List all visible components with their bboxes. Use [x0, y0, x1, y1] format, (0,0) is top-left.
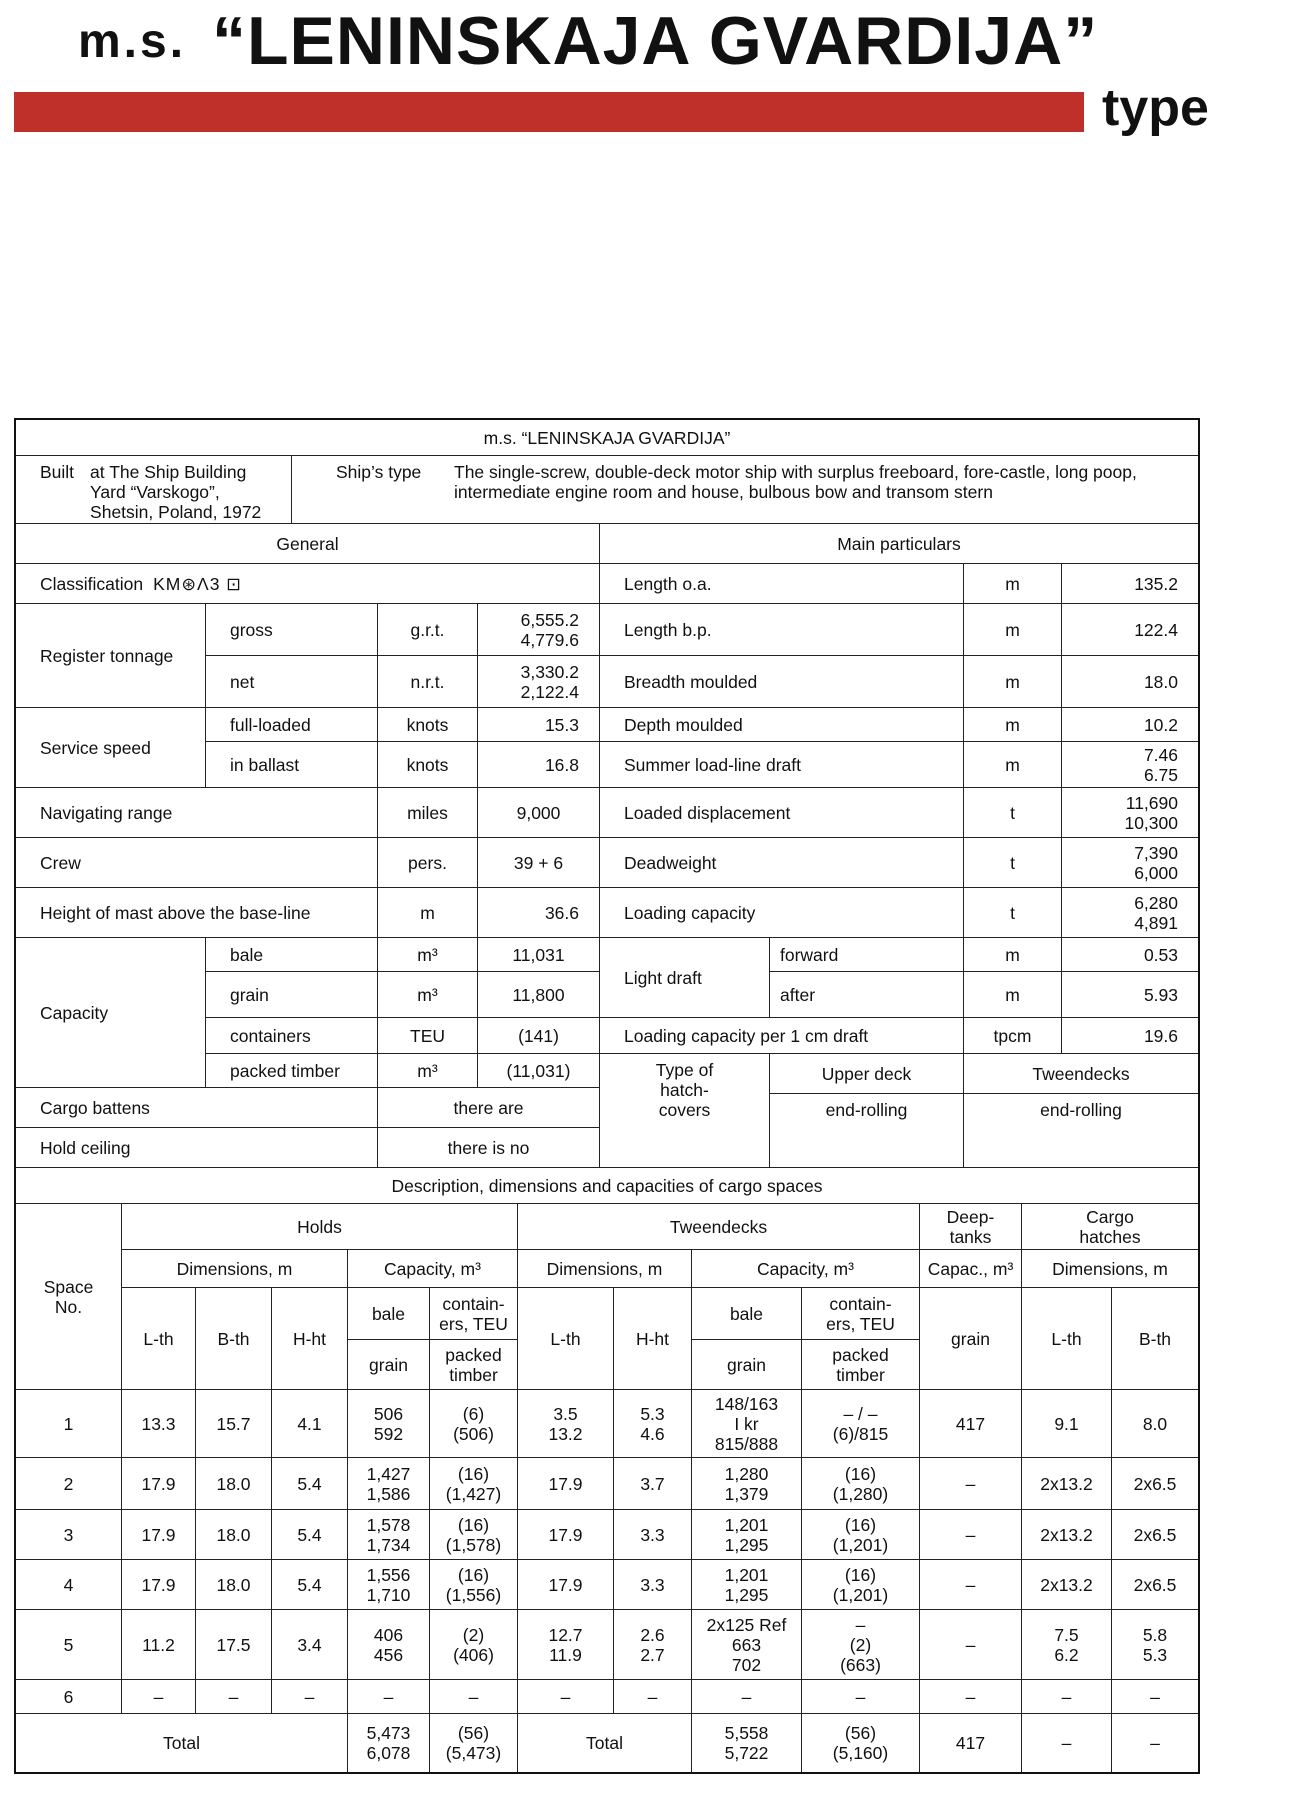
deeptanks-grain-1: 417 [920, 1390, 1022, 1458]
holds-height-1: 4.1 [272, 1390, 348, 1458]
light-draft-after-label: after [770, 972, 964, 1018]
deeptanks-grain-5: – [920, 1610, 1022, 1680]
deeptanks-grain-3: – [920, 1510, 1022, 1560]
holds-length-header: L-th [122, 1288, 196, 1390]
light-draft-forward-label: forward [770, 938, 964, 972]
classification-value: KM⊛Λ3 ⊡ [153, 573, 242, 594]
length-bp-unit: m [964, 604, 1062, 656]
ships-type-cell [292, 456, 1198, 524]
loading-capacity-value: 6,280 4,891 [1062, 888, 1198, 938]
hatch-length-1: 9.1 [1022, 1390, 1112, 1458]
light-draft-after-value: 5.93 [1062, 972, 1198, 1018]
holds-breadth-2: 18.0 [196, 1458, 272, 1510]
hatches-total-length: – [1022, 1714, 1112, 1772]
tween-containers-3: (16) (1,201) [802, 1510, 920, 1560]
holds-bale-header: bale [348, 1288, 430, 1340]
mast-height-label: Height of mast above the base-line [16, 888, 378, 938]
gross-value: 6,555.2 4,779.6 [478, 604, 600, 656]
hold-ceiling-value: there is no [378, 1128, 600, 1168]
per-cm-draft-value: 19.6 [1062, 1018, 1198, 1054]
holds-containers-2: (16) (1,427) [430, 1458, 518, 1510]
main-particulars-header: Main particulars [600, 524, 1198, 564]
tween-capacity-5: 2x125 Ref 663 702 [692, 1610, 802, 1680]
mast-height-unit: m [378, 888, 478, 938]
tween-containers-1: – / – (6)/815 [802, 1390, 920, 1458]
holds-containers-1: (6) (506) [430, 1390, 518, 1458]
net-value: 3,330.2 2,122.4 [478, 656, 600, 708]
tween-height-header: H-ht [614, 1288, 692, 1390]
holds-containers-header: contain- ers, TEU [430, 1288, 518, 1340]
tween-length-2: 17.9 [518, 1458, 614, 1510]
hatches-breadth-header: B-th [1112, 1288, 1198, 1390]
deeptanks-grain-2: – [920, 1458, 1022, 1510]
navigating-range-label: Navigating range [16, 788, 378, 838]
length-oa-unit: m [964, 564, 1062, 604]
hatch-length-4: 2x13.2 [1022, 1560, 1112, 1610]
tween-containers-header: contain- ers, TEU [802, 1288, 920, 1340]
in-ballast-value: 16.8 [478, 742, 600, 788]
holds-length-5: 11.2 [122, 1610, 196, 1680]
capacity-grain-value: 11,800 [478, 972, 600, 1018]
space-no-5: 5 [16, 1610, 122, 1680]
net-label: net [206, 656, 378, 708]
capacity-containers-unit: TEU [378, 1018, 478, 1054]
tween-length-3: 17.9 [518, 1510, 614, 1560]
hatch-covers-label: Type of hatch- covers [600, 1054, 770, 1168]
tween-height-1: 5.3 4.6 [614, 1390, 692, 1458]
tweendecks-cargo-header: Tweendecks [518, 1204, 920, 1250]
capacity-grain-label: grain [206, 972, 378, 1018]
ship-name-title: “LENINSKAJA GVARDIJA” [212, 3, 1099, 79]
in-ballast-label: in ballast [206, 742, 378, 788]
built-text: at The Ship Building Yard “Varskogo”, Shetsin, Poland, 1972 [90, 462, 262, 522]
holds-total-label: Total [16, 1714, 348, 1772]
classification-label: Classification [40, 573, 144, 594]
mast-height-value: 36.6 [478, 888, 600, 938]
crew-value: 39 + 6 [478, 838, 600, 888]
holds-containers-6: – [430, 1680, 518, 1714]
hatches-total-breadth: – [1150, 1733, 1160, 1753]
upper-deck-header: Upper deck [770, 1054, 964, 1094]
light-draft-forward-value: 0.53 [1062, 938, 1198, 972]
summer-draft-label: Summer load-line draft [600, 742, 964, 788]
tween-capacity-header: Capacity, m³ [692, 1250, 920, 1288]
built-label: Built [40, 462, 75, 482]
holds-containers-3: (16) (1,578) [430, 1510, 518, 1560]
light-draft-after-unit: m [964, 972, 1062, 1018]
hatches-length-header: L-th [1022, 1288, 1112, 1390]
tween-height-3: 3.3 [614, 1510, 692, 1560]
hatch-length-5: 7.5 6.2 [1022, 1610, 1112, 1680]
capacity-packed-timber-unit: m³ [378, 1054, 478, 1088]
holds-height-4: 5.4 [272, 1560, 348, 1610]
holds-capacity-5: 406 456 [348, 1610, 430, 1680]
holds-grain-header: grain [348, 1340, 430, 1390]
holds-height-2: 5.4 [272, 1458, 348, 1510]
tween-length-4: 17.9 [518, 1560, 614, 1610]
gross-label: gross [206, 604, 378, 656]
hatch-length-2: 2x13.2 [1022, 1458, 1112, 1510]
loaded-displacement-label: Loaded displacement [600, 788, 964, 838]
deeptanks-grain-header: grain [920, 1288, 1022, 1390]
built-cell [16, 456, 292, 524]
crew-unit: pers. [378, 838, 478, 888]
holds-length-3: 17.9 [122, 1510, 196, 1560]
holds-timber-header: packed timber [430, 1340, 518, 1390]
net-unit: n.r.t. [378, 656, 478, 708]
depth-moulded-unit: m [964, 708, 1062, 742]
tween-height-6: – [614, 1680, 692, 1714]
holds-breadth-header: B-th [196, 1288, 272, 1390]
summer-draft-unit: m [964, 742, 1062, 788]
holds-total-containers: (56) (5,473) [430, 1714, 518, 1772]
sheet-title: m.s. “LENINSKAJA GVARDIJA” [16, 420, 1198, 456]
holds-breadth-3: 18.0 [196, 1510, 272, 1560]
hatch-breadth-2: 2x6.5 [1112, 1458, 1198, 1510]
holds-dimensions-header: Dimensions, m [122, 1250, 348, 1288]
capacity-containers-value: (141) [478, 1018, 600, 1054]
deadweight-unit: t [964, 838, 1062, 888]
cargo-spaces-title: Description, dimensions and capacities of cargo spaces [16, 1168, 1198, 1204]
tween-length-1: 3.5 13.2 [518, 1390, 614, 1458]
type-word: type [1102, 79, 1209, 137]
capacity-containers-label: containers [206, 1018, 378, 1054]
tween-total-capacity: 5,558 5,722 [692, 1714, 802, 1772]
ships-type-label: Ship’s type [336, 462, 422, 482]
hatch-length-3: 2x13.2 [1022, 1510, 1112, 1560]
holds-height-6: – [272, 1680, 348, 1714]
deeptanks-header: Deep- tanks [920, 1204, 1022, 1250]
deadweight-label: Deadweight [600, 838, 964, 888]
vessel-prefix: m.s. [78, 15, 187, 68]
loaded-displacement-unit: t [964, 788, 1062, 838]
tween-total-containers: (56) (5,160) [802, 1714, 920, 1772]
hatches-dimensions-header: Dimensions, m [1022, 1250, 1198, 1288]
space-no-header: Space No. [16, 1204, 122, 1390]
light-draft-forward-unit: m [964, 938, 1062, 972]
tween-capacity-3: 1,201 1,295 [692, 1510, 802, 1560]
holds-breadth-4: 18.0 [196, 1560, 272, 1610]
tween-timber-header: packed timber [802, 1340, 920, 1390]
tween-containers-4: (16) (1,201) [802, 1560, 920, 1610]
cargo-battens-label: Cargo battens [16, 1088, 378, 1128]
tween-grain-header: grain [692, 1340, 802, 1390]
holds-capacity-1: 506 592 [348, 1390, 430, 1458]
holds-length-1: 13.3 [122, 1390, 196, 1458]
hatch-breadth-1: 8.0 [1112, 1390, 1198, 1458]
gross-unit: g.r.t. [378, 604, 478, 656]
deeptanks-grain-4: – [920, 1560, 1022, 1610]
breadth-moulded-unit: m [964, 656, 1062, 708]
deadweight-value: 7,390 6,000 [1062, 838, 1198, 888]
holds-height-3: 5.4 [272, 1510, 348, 1560]
tween-containers-2: (16) (1,280) [802, 1458, 920, 1510]
holds-header: Holds [122, 1204, 518, 1250]
holds-capacity-3: 1,578 1,734 [348, 1510, 430, 1560]
deeptanks-capacity-header: Capac., m³ [920, 1250, 1022, 1288]
length-oa-value: 135.2 [1062, 564, 1198, 604]
hatch-breadth-5: 5.8 5.3 [1112, 1610, 1198, 1680]
hatch-breadth-6: – [1112, 1680, 1198, 1714]
capacity-packed-timber-value: (11,031) [478, 1054, 600, 1088]
hold-ceiling-label: Hold ceiling [16, 1128, 378, 1168]
capacity-bale-label: bale [206, 938, 378, 972]
red-banner-bar [14, 92, 1084, 132]
tween-height-4: 3.3 [614, 1560, 692, 1610]
tween-capacity-4: 1,201 1,295 [692, 1560, 802, 1610]
holds-capacity-header: Capacity, m³ [348, 1250, 518, 1288]
hatch-length-6: – [1022, 1680, 1112, 1714]
space-no-2: 2 [16, 1458, 122, 1510]
register-tonnage-label: Register tonnage [16, 604, 206, 708]
capacity-bale-unit: m³ [378, 938, 478, 972]
holds-containers-5: (2) (406) [430, 1610, 518, 1680]
tween-total-label: Total [518, 1714, 692, 1772]
holds-capacity-2: 1,427 1,586 [348, 1458, 430, 1510]
holds-breadth-1: 15.7 [196, 1390, 272, 1458]
page-header [0, 0, 1298, 150]
capacity-bale-value: 11,031 [478, 938, 600, 972]
tween-capacity-6: – [692, 1680, 802, 1714]
tween-dimensions-header: Dimensions, m [518, 1250, 692, 1288]
summer-draft-value: 7.46 6.75 [1062, 742, 1198, 788]
capacity-grain-unit: m³ [378, 972, 478, 1018]
holds-length-4: 17.9 [122, 1560, 196, 1610]
deeptanks-grain-6: – [920, 1680, 1022, 1714]
classification-row [16, 564, 600, 604]
space-no-1: 1 [16, 1390, 122, 1458]
space-no-6: 6 [16, 1680, 122, 1714]
length-oa-label: Length o.a. [600, 564, 964, 604]
holds-containers-4: (16) (1,556) [430, 1560, 518, 1610]
upper-deck-value: end-rolling [770, 1094, 964, 1168]
length-bp-value: 122.4 [1062, 604, 1198, 656]
navigating-range-value: 9,000 [478, 788, 600, 838]
tween-length-5: 12.7 11.9 [518, 1610, 614, 1680]
holds-length-2: 17.9 [122, 1458, 196, 1510]
holds-height-header: H-ht [272, 1288, 348, 1390]
full-loaded-unit: knots [378, 708, 478, 742]
crew-label: Crew [16, 838, 378, 888]
loaded-displacement-value: 11,690 10,300 [1062, 788, 1198, 838]
space-no-4: 4 [16, 1560, 122, 1610]
service-speed-label: Service speed [16, 708, 206, 788]
hatch-breadth-3: 2x6.5 [1112, 1510, 1198, 1560]
light-draft-label: Light draft [600, 938, 770, 1018]
ships-type-text: The single-screw, double-deck motor ship with surplus freeboard, fore-castle, long poop, intermediate engine room and house, bulbous bow and transom stern [454, 462, 1137, 502]
ship-particulars-sheet [14, 418, 1200, 1774]
holds-breadth-6: – [196, 1680, 272, 1714]
depth-moulded-label: Depth moulded [600, 708, 964, 742]
breadth-moulded-value: 18.0 [1062, 656, 1198, 708]
length-bp-label: Length b.p. [600, 604, 964, 656]
tweendecks-header: Tweendecks [964, 1054, 1198, 1094]
navigating-range-unit: miles [378, 788, 478, 838]
holds-capacity-6: – [348, 1680, 430, 1714]
tween-capacity-2: 1,280 1,379 [692, 1458, 802, 1510]
tween-containers-6: – [802, 1680, 920, 1714]
tween-capacity-1: 148/163 I kr 815/888 [692, 1390, 802, 1458]
holds-breadth-5: 17.5 [196, 1610, 272, 1680]
cargo-hatches-header: Cargo hatches [1022, 1204, 1198, 1250]
cargo-battens-value: there are [378, 1088, 600, 1128]
holds-total-capacity: 5,473 6,078 [348, 1714, 430, 1772]
full-loaded-value: 15.3 [478, 708, 600, 742]
per-cm-draft-label: Loading capacity per 1 cm draft [600, 1018, 964, 1054]
loading-capacity-label: Loading capacity [600, 888, 964, 938]
tween-length-header: L-th [518, 1288, 614, 1390]
depth-moulded-value: 10.2 [1062, 708, 1198, 742]
holds-height-5: 3.4 [272, 1610, 348, 1680]
per-cm-draft-unit: tpcm [964, 1018, 1062, 1054]
breadth-moulded-label: Breadth moulded [600, 656, 964, 708]
holds-capacity-4: 1,556 1,710 [348, 1560, 430, 1610]
holds-length-6: – [122, 1680, 196, 1714]
tween-containers-5: – (2) (663) [802, 1610, 920, 1680]
deeptanks-total: 417 [920, 1714, 1022, 1772]
general-header: General [16, 524, 600, 564]
loading-capacity-unit: t [964, 888, 1062, 938]
tween-height-5: 2.6 2.7 [614, 1610, 692, 1680]
in-ballast-unit: knots [378, 742, 478, 788]
tween-height-2: 3.7 [614, 1458, 692, 1510]
capacity-label: Capacity [16, 938, 206, 1088]
hatch-breadth-4: 2x6.5 [1112, 1560, 1198, 1610]
tweendecks-value: end-rolling [964, 1094, 1198, 1168]
tween-bale-header: bale [692, 1288, 802, 1340]
space-no-3: 3 [16, 1510, 122, 1560]
capacity-packed-timber-label: packed timber [206, 1054, 378, 1088]
tween-length-6: – [518, 1680, 614, 1714]
full-loaded-label: full-loaded [206, 708, 378, 742]
